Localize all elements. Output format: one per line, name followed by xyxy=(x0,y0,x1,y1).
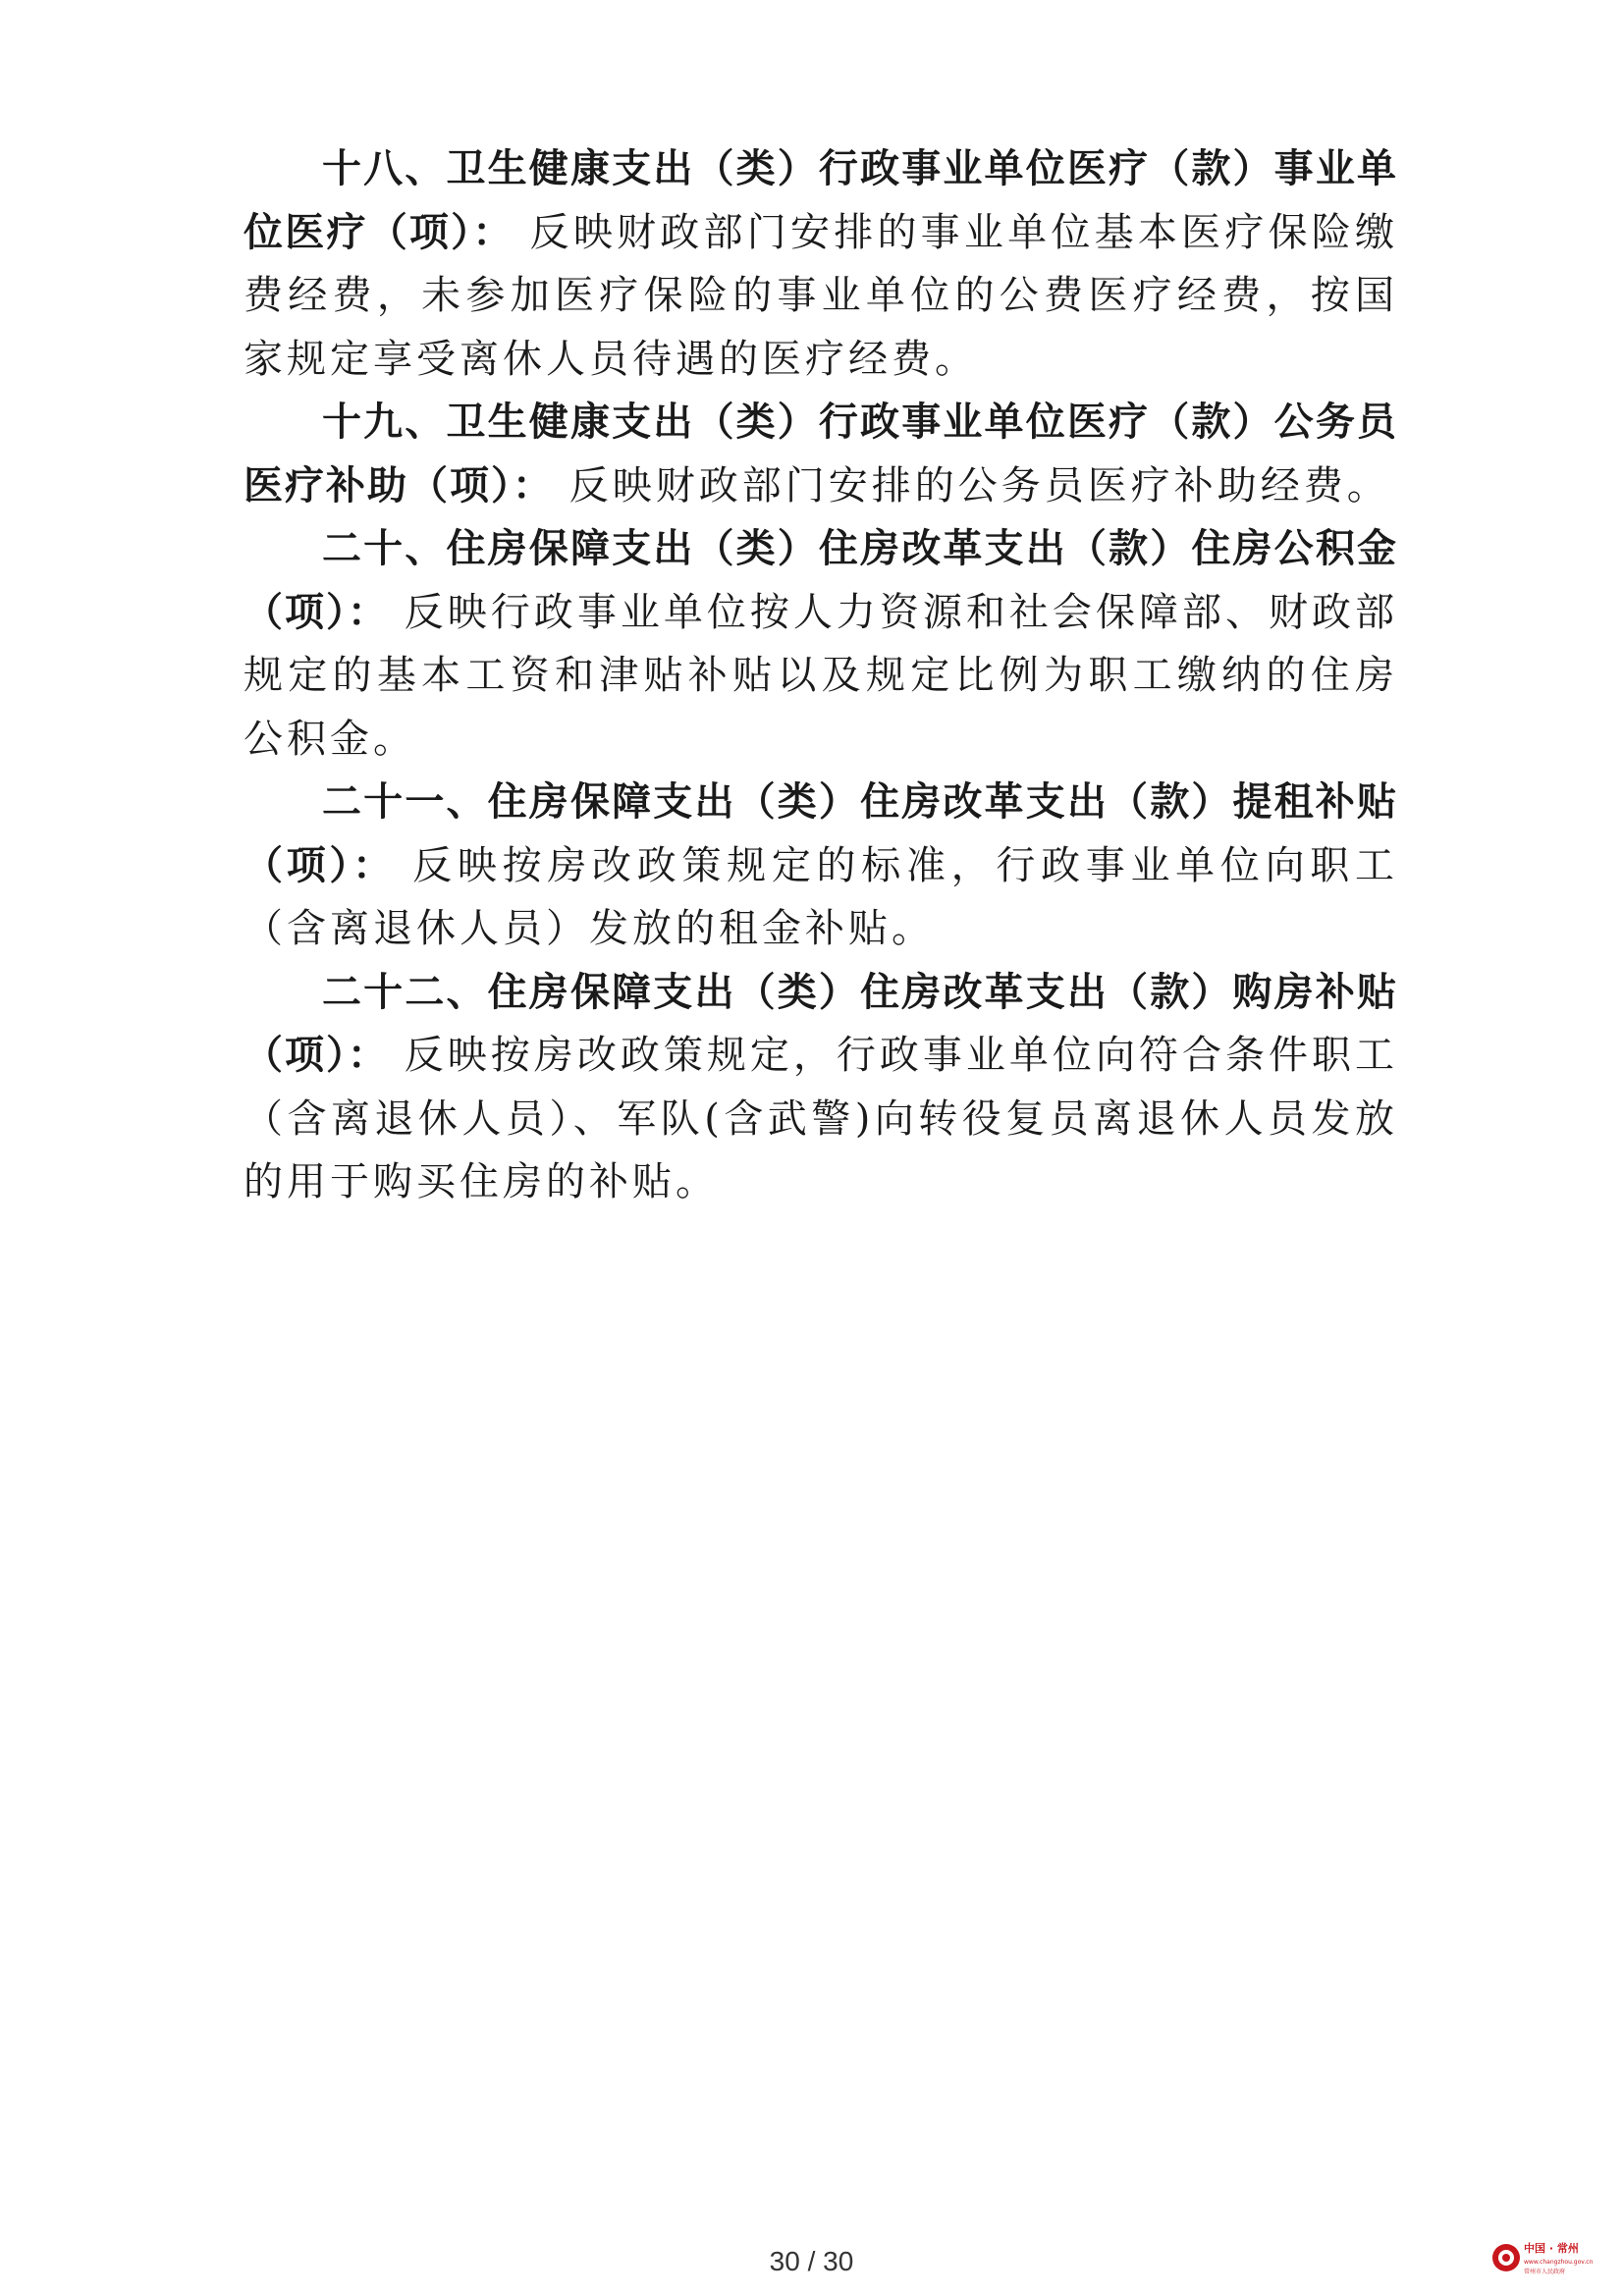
logo-title: 中国 · 常州 xyxy=(1524,2242,1579,2255)
logo-url: www.changzhou.gov.cn xyxy=(1524,2259,1594,2266)
document-body xyxy=(243,137,1398,1214)
changzhou-gov-logo[interactable] xyxy=(1488,2234,1606,2283)
paragraph-text: 反映按房改政策规定，行政事业单位向符合条件职工（含离退休人员）、军队(含武警)向转役复员离退休人员发放的用于购买住房的补贴。 xyxy=(243,1033,1399,1204)
logo-subtitle: 常州市人民政府 xyxy=(1524,2269,1566,2275)
paragraph-text: 反映按房改政策规定的标准，行政事业单位向职工（含离退休人员）发放的租金补贴。 xyxy=(243,842,1398,951)
paragraph-text: 反映行政事业单位按人力资源和社会保障部、财政部规定的基本工资和津贴补贴以及规定比例为职工缴纳的住房公积金。 xyxy=(243,589,1399,762)
paragraph-text: 反映财政部门安排的公务员医疗补助经费。 xyxy=(568,462,1390,508)
paragraph-heading: 十九、卫生健康支出（类）行政事业单位医疗（款）公务员医疗补助（项）： xyxy=(243,400,1398,508)
paragraph-20 xyxy=(243,517,1398,771)
paragraph-21 xyxy=(243,771,1398,961)
paragraph-text: 反映财政部门安排的事业单位基本医疗保险缴费经费，未参加医疗保险的事业单位的公费医疗经费，按国家规定享受离休人员待遇的医疗经费。 xyxy=(243,209,1399,382)
paragraph-19 xyxy=(243,391,1398,517)
paragraph-heading: 二十一、住房保障支出（类）住房改革支出（款）提租补贴（项）： xyxy=(243,779,1398,888)
paragraph-heading: 十八、卫生健康支出（类）行政事业单位医疗（款）事业单位医疗（项）： xyxy=(243,146,1398,255)
paragraph-heading: 二十二、住房保障支出（类）住房改革支出（款）购房补贴（项）： xyxy=(243,969,1398,1078)
page-number: 30 / 30 xyxy=(769,2246,854,2276)
paragraph-22 xyxy=(243,961,1398,1214)
paragraph-18 xyxy=(243,137,1398,391)
paragraph-heading: 二十、住房保障支出（类）住房改革支出（款）住房公积金（项）： xyxy=(243,526,1398,635)
logo-emblem-icon xyxy=(1492,2244,1520,2271)
